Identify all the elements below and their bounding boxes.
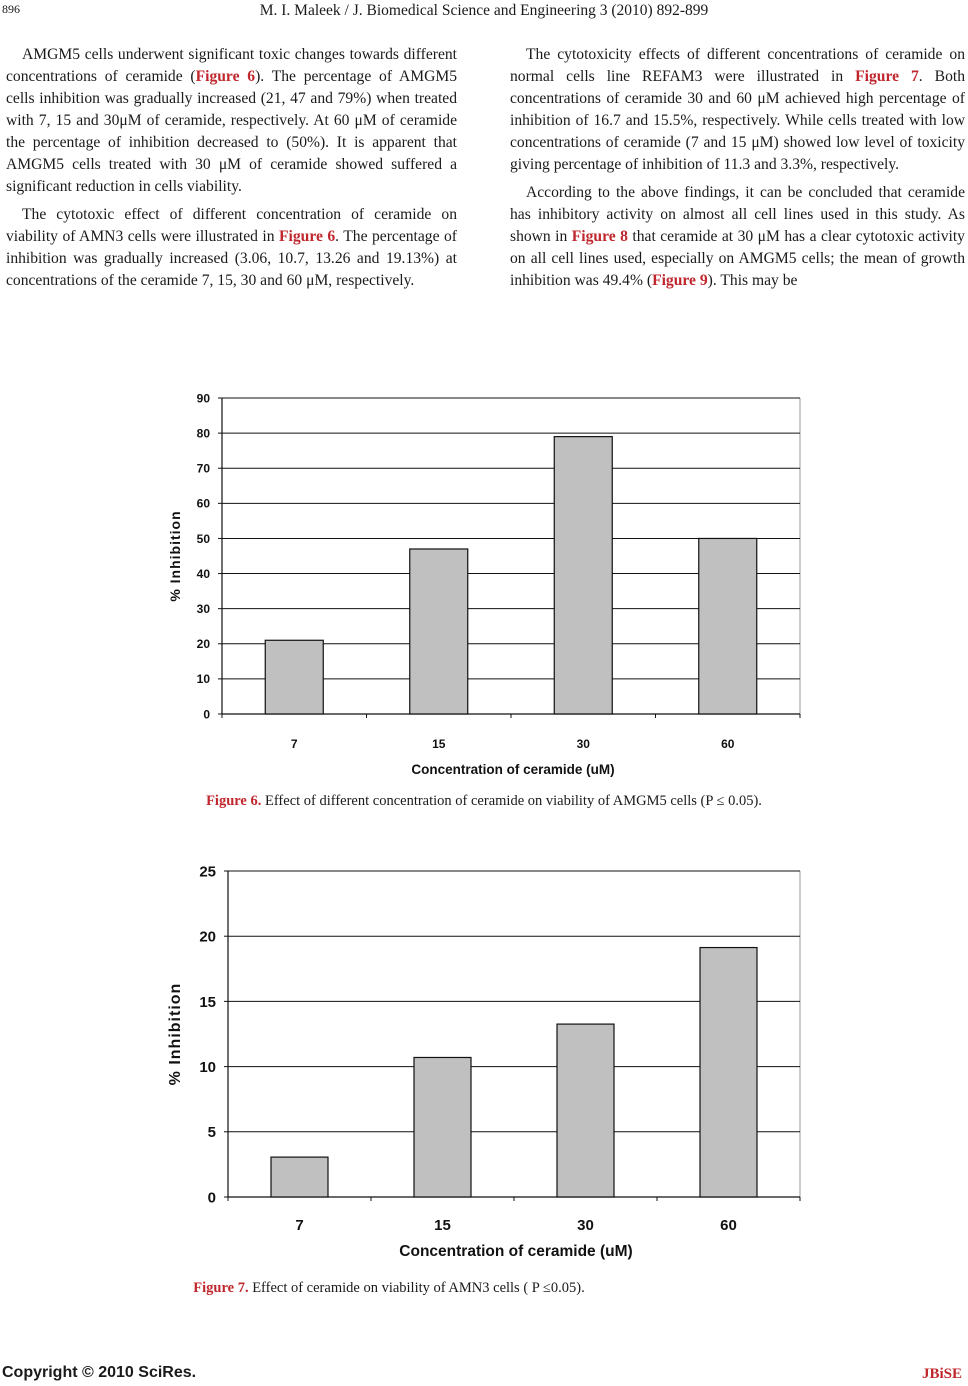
y-tick-label: 90 [196, 391, 210, 406]
bar [557, 1024, 614, 1197]
figure-9-link[interactable]: Figure 9 [652, 272, 708, 289]
text-run: . Both concentrations of ceramide 30 and 60 μM achieved high percentage of inhibition of 16.7 and 15.5%, respectively. While cells treated with low concentrations of ceramide (7 and 15 μM) showed low level of toxicity giving percentage of inhibition of 11.3 and 3.3%, respectively. [510, 68, 965, 173]
x-axis-label: Concentration of ceramide (uM) [411, 762, 615, 777]
y-tick-label: 30 [196, 601, 210, 616]
y-tick-label: 15 [199, 993, 216, 1011]
figure-6-chart [0, 380, 968, 785]
bar [265, 640, 323, 714]
x-tick-label: 15 [434, 1217, 451, 1234]
journal-abbrev: JBiSE [921, 1366, 962, 1382]
y-tick-label: 50 [196, 531, 210, 546]
figure-7-caption [0, 1280, 873, 1297]
x-tick-label: 30 [576, 737, 590, 751]
right-paragraph-1 [510, 44, 965, 176]
page-number: 896 [2, 2, 20, 16]
caption-label: Figure 6. [206, 793, 262, 809]
y-tick-label: 40 [196, 566, 210, 581]
left-paragraph-1 [6, 44, 457, 198]
y-tick-label: 60 [196, 496, 210, 511]
text-run: The cytotoxicity effects of different concentrations of ceramide on normal cells line REFAM3 were illustrated in [510, 46, 965, 85]
y-tick-label: 0 [207, 1189, 216, 1207]
text-run: ). The percentage of AMGM5 cells inhibition was gradually increased (21, 47 and 79%) when treated with 7, 15 and 30μM of ceramide, respectively. At 60 μM of ceramide the percentage of inhibition decreased to (50%). It is apparent that AMGM5 cells treated with 30 μM of ceramide showed suffered a significant reduction in cells viability. [6, 68, 457, 195]
y-tick-label: 80 [196, 426, 210, 441]
bar [699, 538, 757, 714]
bar [271, 1157, 328, 1197]
x-tick-label: 30 [577, 1217, 594, 1234]
text-run: The cytotoxic effect of different concentration of ceramide on viability of AMN3 cells were illustrated in [6, 206, 457, 245]
y-axis-label: % Inhibition [167, 982, 184, 1086]
caption-text: Effect of ceramide on viability of AMN3 cells ( P ≤0.05). [248, 1280, 585, 1296]
y-tick-label: 70 [196, 461, 210, 476]
caption-text: Effect of different concentration of ceramide on viability of AMGM5 cells (P ≤ 0.05). [261, 793, 762, 809]
right-paragraph-2 [510, 182, 965, 292]
figure-7-chart [0, 850, 968, 1270]
x-axis-label: Concentration of ceramide (uM) [399, 1243, 633, 1260]
bar [700, 948, 757, 1197]
text-run: . The percentage of inhibition was gradually increased (3.06, 10.7, 13.26 and 19.13%) at concentrations of the ceramide 7, 15, 30 and 60 μM, respectively. [6, 228, 457, 289]
figure-6-link[interactable]: Figure 6 [279, 228, 336, 245]
text-run: ). This may be [707, 272, 798, 289]
left-paragraph-2 [6, 204, 457, 292]
y-tick-label: 20 [199, 928, 216, 946]
x-tick-label: 60 [721, 737, 735, 751]
left-column [6, 44, 457, 298]
figure-7-link[interactable]: Figure 7 [855, 68, 919, 85]
text-run: AMGM5 cells underwent significant toxic changes towards different concentrations of ceramide ( [6, 46, 457, 85]
y-axis-label: % Inhibition [167, 510, 183, 602]
figure-8-link[interactable]: Figure 8 [571, 228, 628, 245]
y-tick-label: 20 [196, 637, 210, 652]
text-run: According to the above findings, it can be concluded that ceramide has inhibitory activity on almost all cell lines used in this study. As shown in [510, 184, 965, 245]
y-tick-label: 10 [199, 1059, 216, 1076]
bar [410, 549, 468, 714]
right-column [510, 44, 965, 298]
x-tick-label: 60 [720, 1217, 737, 1234]
y-tick-label: 25 [199, 863, 216, 881]
x-tick-label: 7 [295, 1217, 304, 1234]
y-tick-label: 0 [203, 707, 210, 722]
bar [414, 1057, 471, 1197]
running-title: M. I. Maleek / J. Biomedical Science and Engineering 3 (2010) 892-899 [259, 2, 709, 19]
x-tick-label: 15 [432, 737, 446, 751]
figure-6-caption [0, 793, 968, 810]
copyright-notice: Copyright © 2010 SciRes. [2, 1364, 197, 1381]
caption-label: Figure 7. [193, 1280, 249, 1296]
text-run: that ceramide at 30 μM has a clear cytotoxic activity on all cell lines used, especially on AMGM5 cells; the mean of growth inhibition was 49.4% ( [510, 228, 965, 289]
figure-6-link[interactable]: Figure 6 [195, 68, 256, 85]
y-tick-label: 10 [196, 672, 210, 687]
y-tick-label: 5 [207, 1124, 216, 1142]
x-tick-label: 7 [290, 737, 298, 751]
bar [554, 437, 612, 714]
